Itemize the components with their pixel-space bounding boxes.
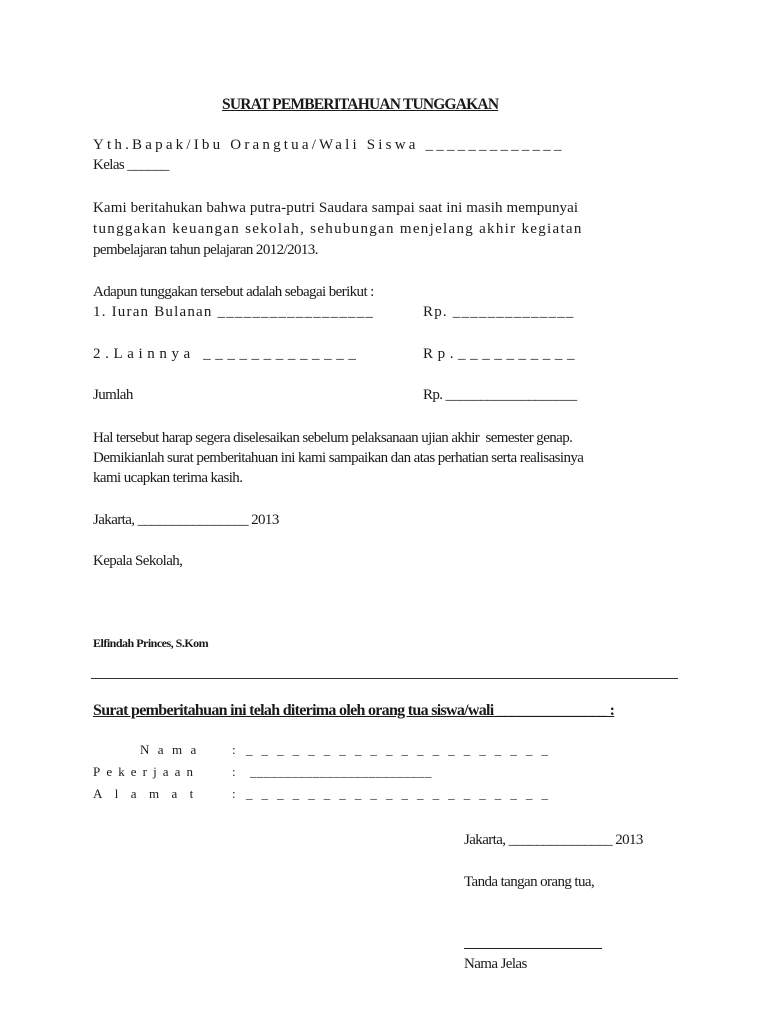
field-nama-value[interactable]: _ _ _ _ _ _ _ _ _ _ _ _ _ _ _ _ _ _ _ _: [246, 742, 551, 757]
signer-title: Kepala Sekolah,: [93, 553, 183, 569]
place-date: Jakarta, ________________ 2013: [93, 512, 279, 528]
paragraph2-line1: Hal tersebut harap segera diselesaikan sebelum pelaksanaan ujian akhir semester genap.: [93, 430, 573, 446]
paragraph1-line2: tunggakan keuangan sekolah, sehubungan menjelang akhir kegiatan: [93, 221, 583, 237]
field-alamat-colon: :: [232, 786, 245, 801]
total-amount: Rp. ___________________: [423, 387, 577, 403]
total-label: Jumlah: [93, 387, 133, 403]
signature-line: [464, 948, 602, 949]
field-pekerjaan-label: Pekerjaan: [93, 764, 200, 779]
field-pekerjaan-colon: :: [232, 764, 245, 779]
item-1-label: 1. Iuran Bulanan __________________: [93, 304, 375, 320]
class-line: Kelas ______: [93, 157, 169, 173]
parent-signature-label: Tanda tangan orang tua,: [464, 874, 595, 890]
item-2-label: 2.Lainnya _____________: [93, 346, 361, 362]
section-divider: [91, 678, 678, 679]
field-nama-colon: :: [232, 742, 245, 757]
signer-name: Elfindah Princes, S.Kom: [93, 636, 209, 650]
receipt-place-date: Jakarta, _______________ 2013: [464, 832, 643, 848]
paragraph1-line3: pembelajaran tahun pelajaran 2012/2013.: [93, 242, 318, 258]
field-alamat-label: Alamat: [93, 786, 206, 801]
receipt-heading: Surat pemberitahuan ini telah diterima oleh orang tua siswa/wali _______________ :: [93, 702, 615, 719]
item-2-amount: Rp.__________: [423, 346, 580, 362]
arrears-intro: Adapun tunggakan tersebut adalah sebagai berikut :: [93, 284, 374, 300]
field-pekerjaan-value[interactable]: __________________________: [250, 764, 432, 779]
paragraph1-line1: Kami beritahukan bahwa putra-putri Saudara sampai saat ini masih mempunyai: [93, 200, 579, 216]
name-label: Nama Jelas: [464, 956, 527, 972]
field-nama-label: Nama: [140, 742, 205, 757]
paragraph2-line2: Demikianlah surat pemberitahuan ini kami sampaikan dan atas perhatian serta realisasinya: [93, 450, 584, 466]
recipient-line: Yth.Bapak/Ibu Orangtua/Wali Siswa _____________: [93, 137, 565, 153]
item-1-amount: Rp. ______________: [423, 304, 575, 320]
paragraph2-line3: kami ucapkan terima kasih.: [93, 470, 243, 486]
letter-title: SURAT PEMBERITAHUAN TUNGGAKAN: [222, 96, 499, 113]
field-alamat-value[interactable]: _ _ _ _ _ _ _ _ _ _ _ _ _ _ _ _ _ _ _ _: [246, 786, 551, 801]
